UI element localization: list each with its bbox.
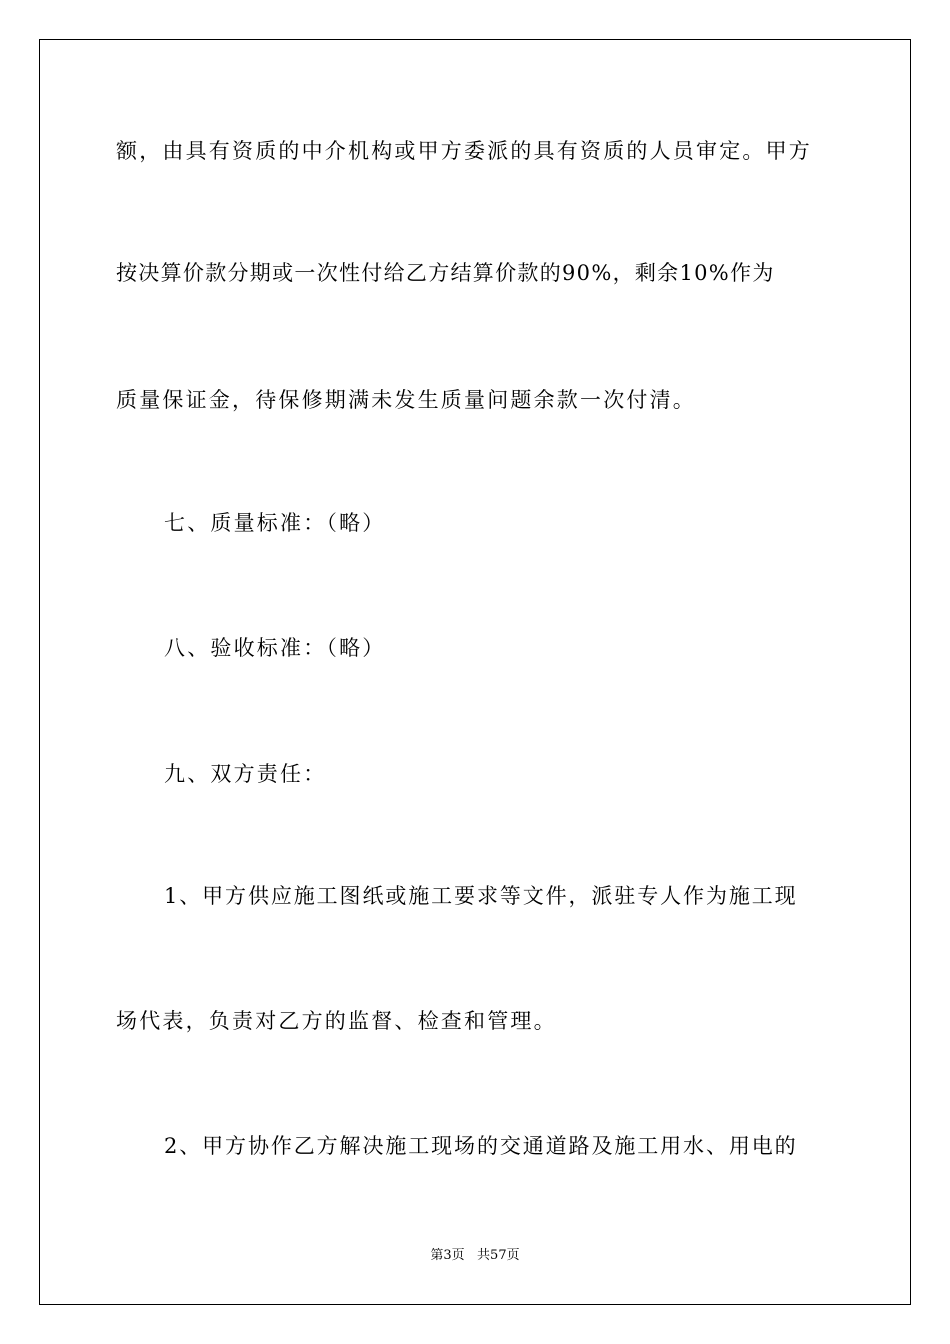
body-text-line: 质量保证金，待保修期满未发生质量问题余款一次付清。	[116, 388, 696, 412]
body-text-line: 额，由具有资质的中介机构或甲方委派的具有资质的人员审定。甲方	[116, 139, 812, 163]
page-number-footer: 第3页 共57页	[430, 1248, 520, 1263]
section-heading-acceptance-standard: 八、验收标准：（略）	[164, 636, 386, 660]
list-item-1: 1、甲方供应施工图纸或施工要求等文件，派驻专人作为施工现	[164, 884, 798, 908]
page-border	[39, 39, 911, 1305]
section-heading-responsibilities: 九、双方责任：	[164, 762, 327, 786]
body-text-line: 按决算价款分期或一次性付给乙方结算价款的90%，剩余10%作为	[116, 261, 775, 285]
list-item-1-continued: 场代表，负责对乙方的监督、检查和管理。	[116, 1009, 557, 1033]
section-heading-quality-standard: 七、质量标准：（略）	[164, 511, 386, 535]
list-item-2: 2、甲方协作乙方解决施工现场的交通道路及施工用水、用电的	[164, 1134, 798, 1158]
